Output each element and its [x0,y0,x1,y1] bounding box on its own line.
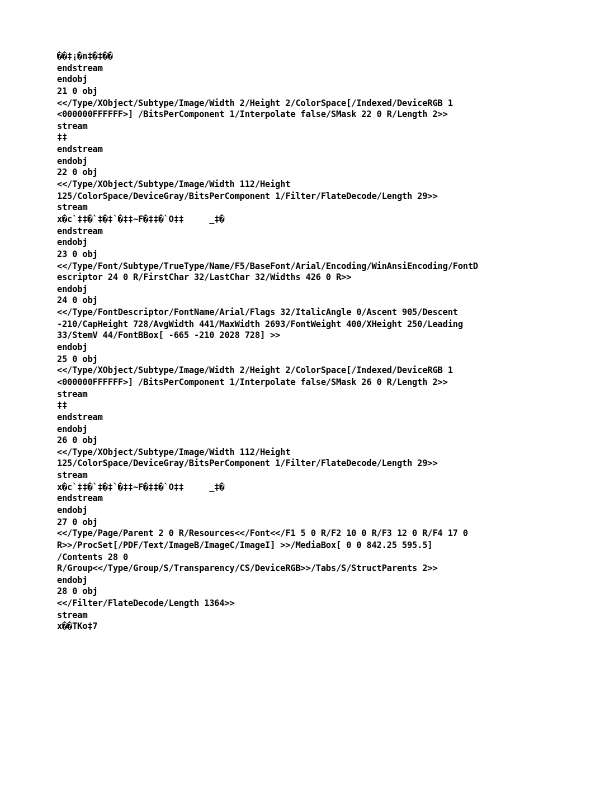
text-line: stream [57,471,88,482]
text-line: <000000FFFFFF>] /BitsPerComponent 1/Interpolate false/SMask 26 0 R/Length 2>> [57,377,448,388]
text-line: endobj [57,343,88,354]
text-line: <000000FFFFFF>] /BitsPerComponent 1/Interpolate false/SMask 22 0 R/Length 2>> [57,110,448,121]
text-line: endobj [57,156,88,167]
text-line: 25 0 obj [57,354,98,365]
text-line: 125/ColorSpace/DeviceGray/BitsPerComponent 1/Filter/FlateDecode/Length 29>> [57,191,438,202]
text-line: 22 0 obj [57,168,98,179]
text-line: R>>/ProcSet[/PDF/Text/ImageB/ImageC/ImageI] >>/MediaBox[ 0 0 842.25 595.5] [57,540,433,551]
text-line: R/Group<</Type/Group/S/Transparency/CS/DeviceRGB>>/Tabs/S/StructParents 2>> [57,564,438,575]
text-line: 26 0 obj [57,436,98,447]
text-line: endstream [57,63,103,74]
text-line: endobj [57,284,88,295]
text-line: <</Type/XObject/Subtype/Image/Width 112/Height [57,447,291,458]
text-line: ��‡¡�n‡�‡�� [57,52,113,62]
text-line: <</Type/XObject/Subtype/Image/Width 2/Height 2/ColorSpace[/Indexed/DeviceRGB 1 [57,98,453,109]
text-line: 125/ColorSpace/DeviceGray/BitsPerComponent 1/Filter/FlateDecode/Length 29>> [57,459,438,470]
text-line: endobj [57,424,88,435]
text-line: <</Type/XObject/Subtype/Image/Width 2/Height 2/ColorSpace[/Indexed/DeviceRGB 1 [57,366,453,377]
text-line: <</Type/Font/Subtype/TrueType/Name/F5/BaseFont/Arial/Encoding/WinAnsiEncoding/FontD [57,261,479,272]
text-line: 21 0 obj [57,86,98,97]
text-line: stream [57,389,88,400]
text-line: 24 0 obj [57,296,98,307]
text-line: stream [57,121,88,132]
text-line: endobj [57,505,88,516]
text-line: <</Type/XObject/Subtype/Image/Width 112/Height [57,180,291,191]
text-line: stream [57,203,88,214]
text-line: endstream [57,494,103,505]
text-line: x�c`‡‡�`‡�‡`�‡‡~F�‡‡�`O‡‡ _‡� [57,482,225,493]
text-line: x�c`‡‡�`‡�‡`�‡‡~F�‡‡�`O‡‡ _‡� [57,214,225,225]
text-line: 28 0 obj [57,587,98,598]
text-line: stream [57,610,88,621]
text-line: endobj [57,575,88,586]
text-line: endstream [57,226,103,237]
text-line: endstream [57,412,103,423]
text-line: ‡‡ [57,133,68,144]
text-line: 23 0 obj [57,249,98,260]
text-line: ‡‡ [57,401,68,412]
text-line: 33/StemV 44/FontBBox[ -665 -210 2028 728] >> [57,331,281,342]
text-line: endobj [57,238,88,249]
text-line: -210/CapHeight 728/AvgWidth 441/MaxWidth 2693/FontWeight 400/XHeight 250/Leading [57,319,463,330]
text-line: <</Type/Page/Parent 2 0 R/Resources<</Font<</F1 5 0 R/F2 10 0 R/F3 12 0 R/F4 17 0 [57,529,468,540]
raw-pdf-text-page [57,52,605,634]
text-line: endstream [57,145,103,156]
text-line: <</Filter/FlateDecode/Length 1364>> [57,599,235,610]
text-line: /Contents 28 0 [57,552,129,563]
text-line: <</Type/FontDescriptor/FontName/Arial/Flags 32/ItalicAngle 0/Ascent 905/Descent [57,308,458,319]
text-line: x��TKo‡7 [57,622,98,633]
text-line: 27 0 obj [57,517,98,528]
text-line: escriptor 24 0 R/FirstChar 32/LastChar 32/Widths 426 0 R>> [57,273,352,284]
text-line: endobj [57,75,88,86]
